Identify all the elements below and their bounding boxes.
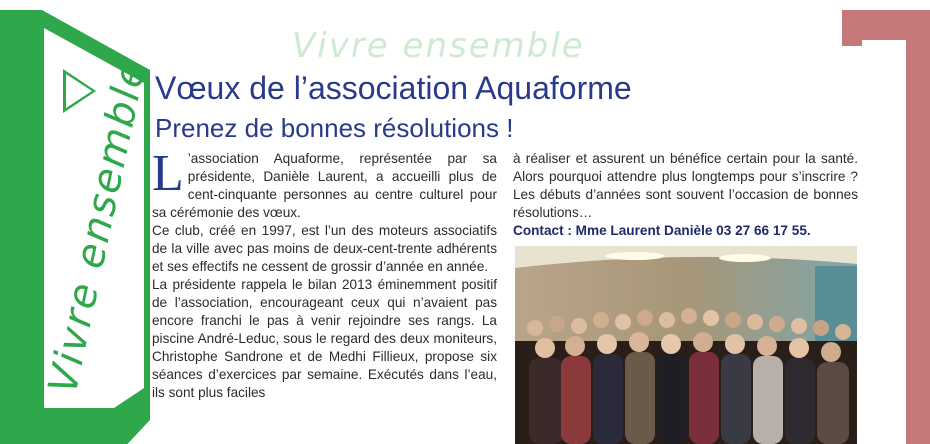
paragraph-bilan: La présidente rappela le bilan 2013 éminemment positif de l’association, encourageant ceux qui n’avaient pas encore franchi le pas à venir rejoindre ses rangs. La piscine André-Leduc, sous le regard des deux moniteurs, Christophe Sandrone et de Medhi Fillieux, propose six séances d’exercices par semaine. Exécutés dans l’eau, ils sont plus faciles [152,277,497,400]
paragraph-intro [152,145,497,222]
article-column-2 [513,150,858,240]
play-icon [66,74,92,108]
rubric-watermark: Vivre ensemble [292,26,585,66]
article-title: Vœux de l’association Aquaforme [155,70,632,106]
contact-line: Contact : Mme Laurent Danièle 03 27 66 17 55. [513,223,811,238]
dropcap: L [152,145,184,202]
paragraph-intro-text: ’association Aquaforme, représentée par sa présidente, Danièle Laurent, a accueilli plus de cent-cinquante personnes au centre culturel pour sa cérémonie des vœux. [152,151,497,220]
paragraph-continuation: à réaliser et assurent un bénéfice certain pour la santé. Alors pourquoi attendre plus longtemps pour s’inscrire ? Les débuts d’années sont souvent l’occasion de bonnes résolutions… [513,151,858,220]
rubric-vertical-label: Vivre ensemble [40,56,156,398]
article-subtitle: Prenez de bonnes résolutions ! [155,113,514,143]
group-photo [515,246,857,444]
article-column-1 [152,145,497,402]
paragraph-club: Ce club, créé en 1997, est l’un des moteurs associatifs de la ville avec pas moins de deux-cent-trente adhérents et ses effectifs ne cessent de grossir d’année en année. [152,223,497,274]
group-photo-illustration [515,246,857,444]
